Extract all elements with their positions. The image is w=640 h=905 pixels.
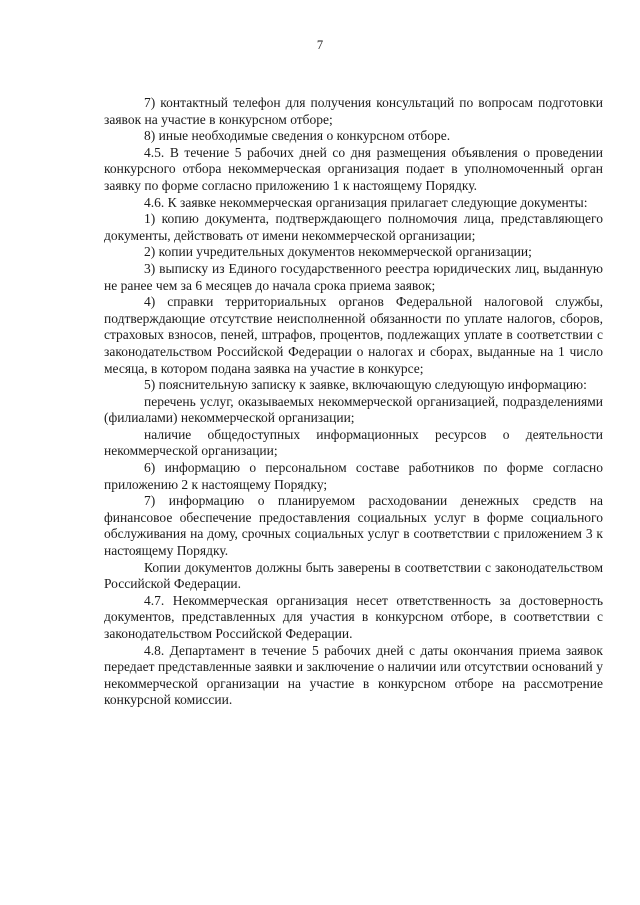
paragraph-doc-item-7: 7) информацию о планируемом расходовании денежных средств на финансовое обеспечение предоставления социальных услуг в форме социального обслуживания на дому, срочных социальных услуг в соответствии с приложением 3 к настоящему Порядку. [104,493,603,559]
paragraph-item-7-contact-phone: 7) контактный телефон для получения консультаций по вопросам подготовки заявок на участие в конкурсном отборе; [104,95,603,127]
paragraph-clause-4-5: 4.5. В течение 5 рабочих дней со дня размещения объявления о проведении конкурсного отбора некоммерческая организация подает в уполномоченный орган заявку по форме согласно приложению 1 к настоящему Порядку. [104,144,603,193]
paragraph-clause-4-6: 4.6. К заявке некоммерческая организация прилагает следующие документы: [144,194,588,210]
page-number: 7 [316,38,324,52]
paragraph-clause-4-7: 4.7. Некоммерческая организация несет ответственность за достоверность документов, представленных для участия в конкурсном отборе, в соответствии с законодательством Российской Федерации. [104,592,603,641]
paragraph-doc-item-6: 6) информацию о персональном составе работников по форме согласно приложению 2 к настоящему Порядку; [104,460,603,492]
paragraph-doc-item-3: 3) выписку из Единого государственного реестра юридических лиц, выданную не ранее чем за 6 месяцев до начала срока приема заявок; [104,260,603,293]
paragraph-clause-4-8: 4.8. Департамент в течение 5 рабочих дней с даты окончания приема заявок передает представленные заявки и заключение о наличии или отсутствии оснований у некоммерческой организации на участие в конкурсном отборе на рассмотрение конкурсной комиссии. [104,642,603,708]
paragraph-doc-item-1: 1) копию документа, подтверждающего полномочия лица, представляющего документы, действовать от имени некоммерческой организации; [104,211,603,243]
paragraph-services-list: перечень услуг, оказываемых некоммерческой организацией, подразделениями (филиалами) некоммерческой организации; [104,393,603,426]
paragraph-doc-item-2: 2) копии учредительных документов некоммерческой организации; [144,244,532,260]
paragraph-copies-certified: Копии документов должны быть заверены в соответствии с законодательством Российской Федерации. [104,559,603,592]
document-body [104,95,603,709]
paragraph-doc-item-4: 4) справки территориальных органов Федеральной налоговой службы, подтверждающие отсутствие неисполненной обязанности по уплате налогов, сборов, страховых взносов, пеней, штрафов, процентов, подлежащих уплате в соответствии с законодательством Российской Федерации о налогах и сборах, выданные на 1 число месяца, в котором подана заявка на участие в конкурсе; [104,294,603,376]
paragraph-info-resources: наличие общедоступных информационных ресурсов о деятельности некоммерческой организации; [104,426,603,459]
paragraph-item-8-other-info: 8) иные необходимые сведения о конкурсном отборе. [144,128,451,144]
paragraph-doc-item-5: 5) пояснительную записку к заявке, включающую следующую информацию: [144,377,587,393]
